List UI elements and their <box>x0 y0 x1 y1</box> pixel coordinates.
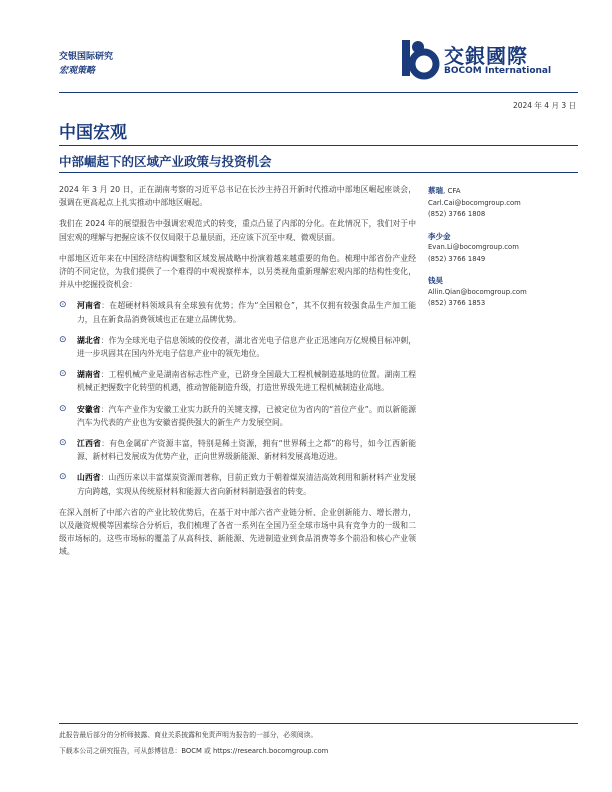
intro-paragraph-2: 我们在 2024 年的展望报告中强调宏观范式的转变，重点凸显了内部的分化。在此情况下，我们对于中国宏观的理解与把握应该不仅仅局限于总量层面，还应该下沉至中观、微观层面。 <box>59 219 416 242</box>
author-card <box>428 185 568 221</box>
bocom-logo <box>400 38 560 80</box>
bullet-marker-icon: ⊙ <box>59 403 67 414</box>
report-date: 2024 年 4 月 3 日 <box>512 101 576 110</box>
bullet-province: 安徽省 <box>77 404 101 414</box>
author-phone: (852) 3766 1853 <box>428 299 486 307</box>
author-phone: (852) 3766 1849 <box>428 254 486 263</box>
company-name: 交银国际研究 <box>59 52 114 62</box>
author-card <box>428 275 568 310</box>
bullet-text: ：汽车产业作为安徽工业实力跃升的关键支撑，已被定位为省内的“首位产业”。而以新能源汽车为代表的产业也为安徽省提供强大的新生产力发展空间。 <box>77 404 417 427</box>
author-name: 蔡瑞, CFA <box>428 186 461 195</box>
bullet-province: 湖北省 <box>77 335 101 345</box>
closing-paragraph: 在深入剖析了中部六省的产业比较优势后，在基于对中部六省产业链分析、企业创新能力、增长潜力，以及融资规模等因素综合分析后，我们梳理了各省一系列在全国乃至全球市场中具有竞争力的一级和二级市场标的。这些市场标的覆盖了从高科技、新能源、先进制造业到食品消费等多个前沿和核心产业领域。 <box>59 507 416 557</box>
bullet-anhui <box>59 403 416 429</box>
bullet-jiangxi <box>59 437 416 463</box>
bullet-province: 湖南省 <box>77 370 101 380</box>
author-name: 钱昊 <box>428 276 443 285</box>
logo-text-cn: 交銀國際 <box>444 44 528 68</box>
header-left <box>59 50 113 78</box>
author-email[interactable]: Carl.Cai@bocomgroup.com <box>428 198 521 207</box>
bullet-marker-icon: ⊙ <box>59 300 67 311</box>
bullet-marker-icon: ⊙ <box>59 334 67 345</box>
bullet-marker-icon: ⊙ <box>59 472 67 483</box>
authors-sidebar <box>428 185 568 320</box>
header-divider <box>59 92 578 93</box>
bullet-hubei <box>59 334 416 360</box>
footer-disclaimer: 此报告最后部分的分析师披露、商业关系披露和免责声明为报告的一部分，必须阅读。 <box>59 731 318 739</box>
bullet-hunan <box>59 368 416 394</box>
bullet-marker-icon: ⊙ <box>59 438 67 449</box>
logo-text-en: BOCOM International <box>444 66 552 76</box>
logo-mark-icon <box>400 38 440 80</box>
bullet-province: 山西省 <box>77 473 101 483</box>
bullet-henan <box>59 299 416 325</box>
intro-paragraph-1: 2024 年 3 月 20 日，正在湖南考察的习近平总书记在长沙主持召开新时代推动中部地区崛起座谈会，强调在更高起点上扎实推动中部地区崛起。 <box>59 185 416 208</box>
author-credential: , CFA <box>443 187 461 195</box>
report-body <box>59 183 416 567</box>
footer-divider <box>59 723 578 724</box>
bullet-marker-icon: ⊙ <box>59 369 67 380</box>
report-category: 宏观策略 <box>59 66 96 76</box>
intro-paragraph-3: 中部地区近年来在中国经济结构调整和区域发展战略中扮演着越来越重要的角色。梳理中部省份产业经济的不同定位，为我们提供了一个难得的中观视察样本，以另类视角重新理解宏观内部的结构性变化，并从中挖掘投资机会： <box>59 253 416 290</box>
title-divider <box>59 172 578 173</box>
author-email[interactable]: Allin.Qian@bocomgroup.com <box>428 287 527 296</box>
main-title: 中部崛起下的区域产业政策与投资机会 <box>59 154 272 169</box>
footer-download[interactable]: 下载本公司之研究报告，可从彭博信息：BOCM 或 https://research.bocomgroup.com <box>59 747 329 755</box>
section-divider <box>59 145 578 146</box>
bullet-text: ：在超硬材料领域具有全球独有优势；作为“全国粮仓”，其不仅拥有较强食品生产加工能力，且在新食品消费领域也正在建立品牌优势。 <box>77 301 417 324</box>
bullet-province: 江西省 <box>77 439 102 449</box>
bullet-shanxi <box>59 471 416 497</box>
bullet-text: ：有色金属矿产资源丰富，特别是稀土资源，拥有“世界稀土之都”的称号，如今江西新能源、新材料已发展成为优势产业，正向世界级新能源、新材料发展高地迈进。 <box>77 439 417 462</box>
author-name: 李少金 <box>428 231 451 241</box>
section-title: 中国宏观 <box>59 123 127 143</box>
bullet-text: ：工程机械产业是湖南省标志性产业，已跻身全国最大工程机械制造基地的位置。湖南工程机械正把握数字化转型的机遇，推动智能制造升级，打造世界级先进工程机械制造业高地。 <box>77 370 417 393</box>
bullet-province: 河南省 <box>77 301 102 311</box>
bullet-text: ：山西历来以丰富煤炭资源而著称，目前正致力于朝着煤炭清洁高效利用和新材料产业发展方向跨越，实现从传统原材料和能源大省向新材料制造强省的转变。 <box>77 473 417 496</box>
author-email[interactable]: Evan.Li@bocomgroup.com <box>428 243 519 251</box>
author-card <box>428 231 568 266</box>
bullet-text: ：作为全球光电子信息领域的佼佼者，湖北省光电子信息产业正迅速向万亿规模目标冲刺，进一步巩固其在国内外光电子信息产业中的领先地位。 <box>77 335 417 359</box>
author-phone: (852) 3766 1808 <box>428 210 486 218</box>
